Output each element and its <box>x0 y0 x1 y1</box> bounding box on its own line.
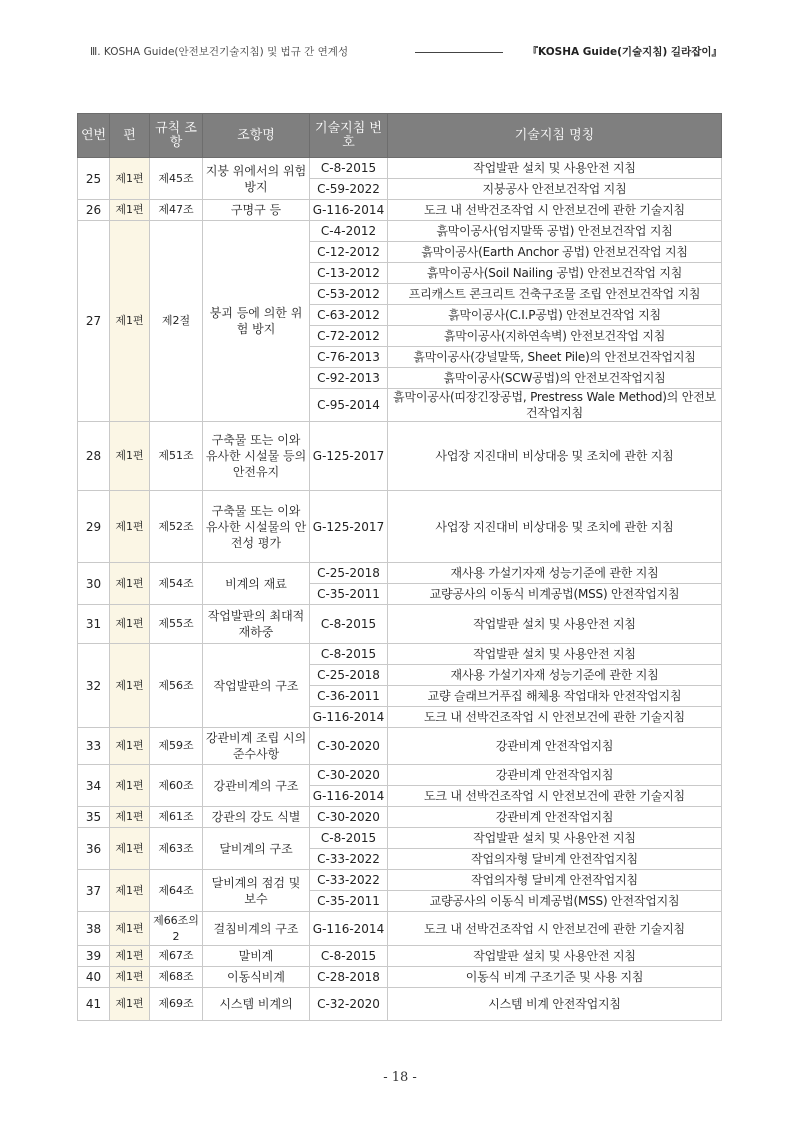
guide-name-cell: 도크 내 선박건조작업 시 안전보건에 관한 기술지침 <box>388 707 722 728</box>
guide-code-cell: C-8-2015 <box>310 605 388 644</box>
guide-code-cell: C-36-2011 <box>310 686 388 707</box>
pyeon-cell: 제1편 <box>110 605 150 644</box>
row-number: 35 <box>78 807 110 828</box>
guide-code-cell: G-116-2014 <box>310 786 388 807</box>
pyeon-cell: 제1편 <box>110 728 150 765</box>
col-header-rule: 규칙 조항 <box>150 114 203 158</box>
guide-code-cell: C-28-2018 <box>310 967 388 988</box>
row-number: 30 <box>78 563 110 605</box>
guide-code-cell: G-125-2017 <box>310 491 388 563</box>
guide-code-cell: C-8-2015 <box>310 828 388 849</box>
col-header-name: 기술지침 명칭 <box>388 114 722 158</box>
guide-name-cell: 작업의자형 달비계 안전작업지침 <box>388 849 722 870</box>
guide-code-cell: C-92-2013 <box>310 368 388 389</box>
row-number: 31 <box>78 605 110 644</box>
guide-name-cell: 강관비계 안전작업지침 <box>388 765 722 786</box>
rule-cell: 제63조 <box>150 828 203 870</box>
guide-code-cell: C-53-2012 <box>310 284 388 305</box>
row-number: 32 <box>78 644 110 728</box>
guide-code-cell: G-116-2014 <box>310 912 388 946</box>
table-row <box>78 946 722 967</box>
chapter-title: Ⅲ. KOSHA Guide(안전보건기술지침) 및 법규 간 연계성 <box>90 46 349 58</box>
row-number: 25 <box>78 158 110 200</box>
rule-title-cell: 지붕 위에서의 위험 방지 <box>203 158 310 200</box>
book-title: 『KOSHA Guide(기술지침) 길라잡이』 <box>527 46 722 58</box>
pyeon-cell: 제1편 <box>110 644 150 728</box>
guide-code-cell: G-116-2014 <box>310 200 388 221</box>
guide-code-cell: C-72-2012 <box>310 326 388 347</box>
rule-title-cell: 구축물 또는 이와 유사한 시설물 등의 안전유지 <box>203 422 310 491</box>
table-row <box>78 807 722 828</box>
guide-code-cell: C-95-2014 <box>310 389 388 422</box>
col-header-no: 연번 <box>78 114 110 158</box>
pyeon-cell: 제1편 <box>110 158 150 200</box>
rule-cell: 제59조 <box>150 728 203 765</box>
guide-name-cell: 흙막이공사(지하연속벽) 안전보건작업 지침 <box>388 326 722 347</box>
guide-code-cell: C-4-2012 <box>310 221 388 242</box>
guide-name-cell: 재사용 가설기자재 성능기준에 관한 지침 <box>388 665 722 686</box>
table-row <box>78 988 722 1021</box>
rule-cell: 제69조 <box>150 988 203 1021</box>
table-row <box>78 158 722 179</box>
guide-code-cell: C-25-2018 <box>310 665 388 686</box>
row-number: 33 <box>78 728 110 765</box>
row-number: 41 <box>78 988 110 1021</box>
table-row <box>78 644 722 665</box>
guide-code-cell: C-35-2011 <box>310 584 388 605</box>
guide-code-cell: C-30-2020 <box>310 807 388 828</box>
rule-cell: 제2절 <box>150 221 203 422</box>
guide-code-cell: G-125-2017 <box>310 422 388 491</box>
pyeon-cell: 제1편 <box>110 988 150 1021</box>
row-number: 29 <box>78 491 110 563</box>
table-row <box>78 422 722 491</box>
col-header-title: 조항명 <box>203 114 310 158</box>
rule-cell: 제64조 <box>150 870 203 912</box>
rule-cell: 제67조 <box>150 946 203 967</box>
guide-name-cell: 강관비계 안전작업지침 <box>388 807 722 828</box>
guide-code-cell: C-32-2020 <box>310 988 388 1021</box>
table-row <box>78 870 722 891</box>
guide-name-cell: 교량공사의 이동식 비계공법(MSS) 안전작업지침 <box>388 584 722 605</box>
pyeon-cell: 제1편 <box>110 200 150 221</box>
pyeon-cell: 제1편 <box>110 221 150 422</box>
guide-name-cell: 흙막이공사(SCW공법)의 안전보건작업지침 <box>388 368 722 389</box>
table-row <box>78 605 722 644</box>
running-header <box>90 44 722 64</box>
guide-code-cell: C-76-2013 <box>310 347 388 368</box>
guide-name-cell: 흙막이공사(Soil Nailing 공법) 안전보건작업 지침 <box>388 263 722 284</box>
guide-name-cell: 작업의자형 달비계 안전작업지침 <box>388 870 722 891</box>
rule-cell: 제61조 <box>150 807 203 828</box>
guide-name-cell: 사업장 지진대비 비상대응 및 조치에 관한 지침 <box>388 422 722 491</box>
guide-code-cell: C-25-2018 <box>310 563 388 584</box>
rule-cell: 제51조 <box>150 422 203 491</box>
guide-name-cell: 프리캐스트 콘크리트 건축구조물 조립 안전보건작업 지침 <box>388 284 722 305</box>
guide-name-cell: 작업발판 설치 및 사용안전 지침 <box>388 828 722 849</box>
guide-name-cell: 재사용 가설기자재 성능기준에 관한 지침 <box>388 563 722 584</box>
guide-mapping-table <box>77 113 722 1021</box>
rule-cell: 제55조 <box>150 605 203 644</box>
rule-cell: 제54조 <box>150 563 203 605</box>
table-row <box>78 221 722 242</box>
row-number: 36 <box>78 828 110 870</box>
table-row <box>78 563 722 584</box>
guide-name-cell: 이동식 비계 구조기준 및 사용 지침 <box>388 967 722 988</box>
row-number: 40 <box>78 967 110 988</box>
pyeon-cell: 제1편 <box>110 422 150 491</box>
table-row <box>78 765 722 786</box>
row-number: 27 <box>78 221 110 422</box>
pyeon-cell: 제1편 <box>110 765 150 807</box>
guide-name-cell: 도크 내 선박건조작업 시 안전보건에 관한 기술지침 <box>388 912 722 946</box>
guide-code-cell: C-35-2011 <box>310 891 388 912</box>
pyeon-cell: 제1편 <box>110 491 150 563</box>
table-header-row <box>78 114 722 158</box>
rule-title-cell: 달비계의 구조 <box>203 828 310 870</box>
guide-name-cell: 흙막이공사(강널말뚝, Sheet Pile)의 안전보건작업지침 <box>388 347 722 368</box>
col-header-code: 기술지침 번호 <box>310 114 388 158</box>
table-row <box>78 200 722 221</box>
row-number: 39 <box>78 946 110 967</box>
guide-name-cell: 작업발판 설치 및 사용안전 지침 <box>388 946 722 967</box>
pyeon-cell: 제1편 <box>110 563 150 605</box>
table-row <box>78 491 722 563</box>
guide-code-cell: C-30-2020 <box>310 728 388 765</box>
guide-name-cell: 강관비계 안전작업지침 <box>388 728 722 765</box>
guide-code-cell: C-12-2012 <box>310 242 388 263</box>
rule-cell: 제60조 <box>150 765 203 807</box>
table-row <box>78 728 722 765</box>
rule-title-cell: 이동식비계 <box>203 967 310 988</box>
guide-code-cell: C-63-2012 <box>310 305 388 326</box>
guide-code-cell: C-33-2022 <box>310 870 388 891</box>
col-header-pyeon: 편 <box>110 114 150 158</box>
rule-title-cell: 말비계 <box>203 946 310 967</box>
guide-code-cell: C-30-2020 <box>310 765 388 786</box>
guide-name-cell: 흙막이공사(Earth Anchor 공법) 안전보건작업 지침 <box>388 242 722 263</box>
table-row <box>78 828 722 849</box>
guide-name-cell: 교량 슬래브거푸집 해체용 작업대차 안전작업지침 <box>388 686 722 707</box>
rule-cell: 제56조 <box>150 644 203 728</box>
rule-cell: 제68조 <box>150 967 203 988</box>
rule-title-cell: 작업발판의 구조 <box>203 644 310 728</box>
rule-title-cell: 구축물 또는 이와 유사한 시설물의 안전성 평가 <box>203 491 310 563</box>
pyeon-cell: 제1편 <box>110 870 150 912</box>
rule-title-cell: 달비계의 점검 및 보수 <box>203 870 310 912</box>
guide-code-cell: C-8-2015 <box>310 946 388 967</box>
guide-name-cell: 사업장 지진대비 비상대응 및 조치에 관한 지침 <box>388 491 722 563</box>
pyeon-cell: 제1편 <box>110 967 150 988</box>
pyeon-cell: 제1편 <box>110 946 150 967</box>
rule-cell: 제47조 <box>150 200 203 221</box>
row-number: 26 <box>78 200 110 221</box>
rule-title-cell: 붕괴 등에 의한 위험 방지 <box>203 221 310 422</box>
rule-title-cell: 구명구 등 <box>203 200 310 221</box>
guide-name-cell: 작업발판 설치 및 사용안전 지침 <box>388 158 722 179</box>
row-number: 28 <box>78 422 110 491</box>
guide-code-cell: C-59-2022 <box>310 179 388 200</box>
pyeon-cell: 제1편 <box>110 807 150 828</box>
rule-title-cell: 강관비계 조립 시의 준수사항 <box>203 728 310 765</box>
rule-title-cell: 강관비계의 구조 <box>203 765 310 807</box>
guide-name-cell: 흙막이공사(엄지말뚝 공법) 안전보건작업 지침 <box>388 221 722 242</box>
guide-code-cell: G-116-2014 <box>310 707 388 728</box>
guide-name-cell: 지붕공사 안전보건작업 지침 <box>388 179 722 200</box>
rule-title-cell: 강관의 강도 식별 <box>203 807 310 828</box>
guide-name-cell: 작업발판 설치 및 사용안전 지침 <box>388 605 722 644</box>
guide-code-cell: C-33-2022 <box>310 849 388 870</box>
guide-name-cell: 시스템 비계 안전작업지침 <box>388 988 722 1021</box>
header-rule <box>415 52 503 53</box>
guide-name-cell: 작업발판 설치 및 사용안전 지침 <box>388 644 722 665</box>
rule-cell: 제66조의2 <box>150 912 203 946</box>
pyeon-cell: 제1편 <box>110 828 150 870</box>
rule-cell: 제45조 <box>150 158 203 200</box>
guide-code-cell: C-8-2015 <box>310 644 388 665</box>
guide-name-cell: 흙막이공사(띠장긴장공법, Prestress Wale Method)의 안전보건작업지침 <box>388 389 722 422</box>
page-number: - 18 - <box>383 1070 417 1085</box>
table-row <box>78 967 722 988</box>
guide-name-cell: 흙막이공사(C.I.P공법) 안전보건작업 지침 <box>388 305 722 326</box>
rule-title-cell: 걸침비계의 구조 <box>203 912 310 946</box>
guide-name-cell: 교량공사의 이동식 비계공법(MSS) 안전작업지침 <box>388 891 722 912</box>
rule-cell: 제52조 <box>150 491 203 563</box>
rule-title-cell: 시스템 비계의 <box>203 988 310 1021</box>
row-number: 38 <box>78 912 110 946</box>
guide-name-cell: 도크 내 선박건조작업 시 안전보건에 관한 기술지침 <box>388 786 722 807</box>
row-number: 37 <box>78 870 110 912</box>
guide-name-cell: 도크 내 선박건조작업 시 안전보건에 관한 기술지침 <box>388 200 722 221</box>
table-row <box>78 912 722 946</box>
pyeon-cell: 제1편 <box>110 912 150 946</box>
rule-title-cell: 작업발판의 최대적재하중 <box>203 605 310 644</box>
guide-code-cell: C-13-2012 <box>310 263 388 284</box>
row-number: 34 <box>78 765 110 807</box>
rule-title-cell: 비계의 재료 <box>203 563 310 605</box>
guide-code-cell: C-8-2015 <box>310 158 388 179</box>
